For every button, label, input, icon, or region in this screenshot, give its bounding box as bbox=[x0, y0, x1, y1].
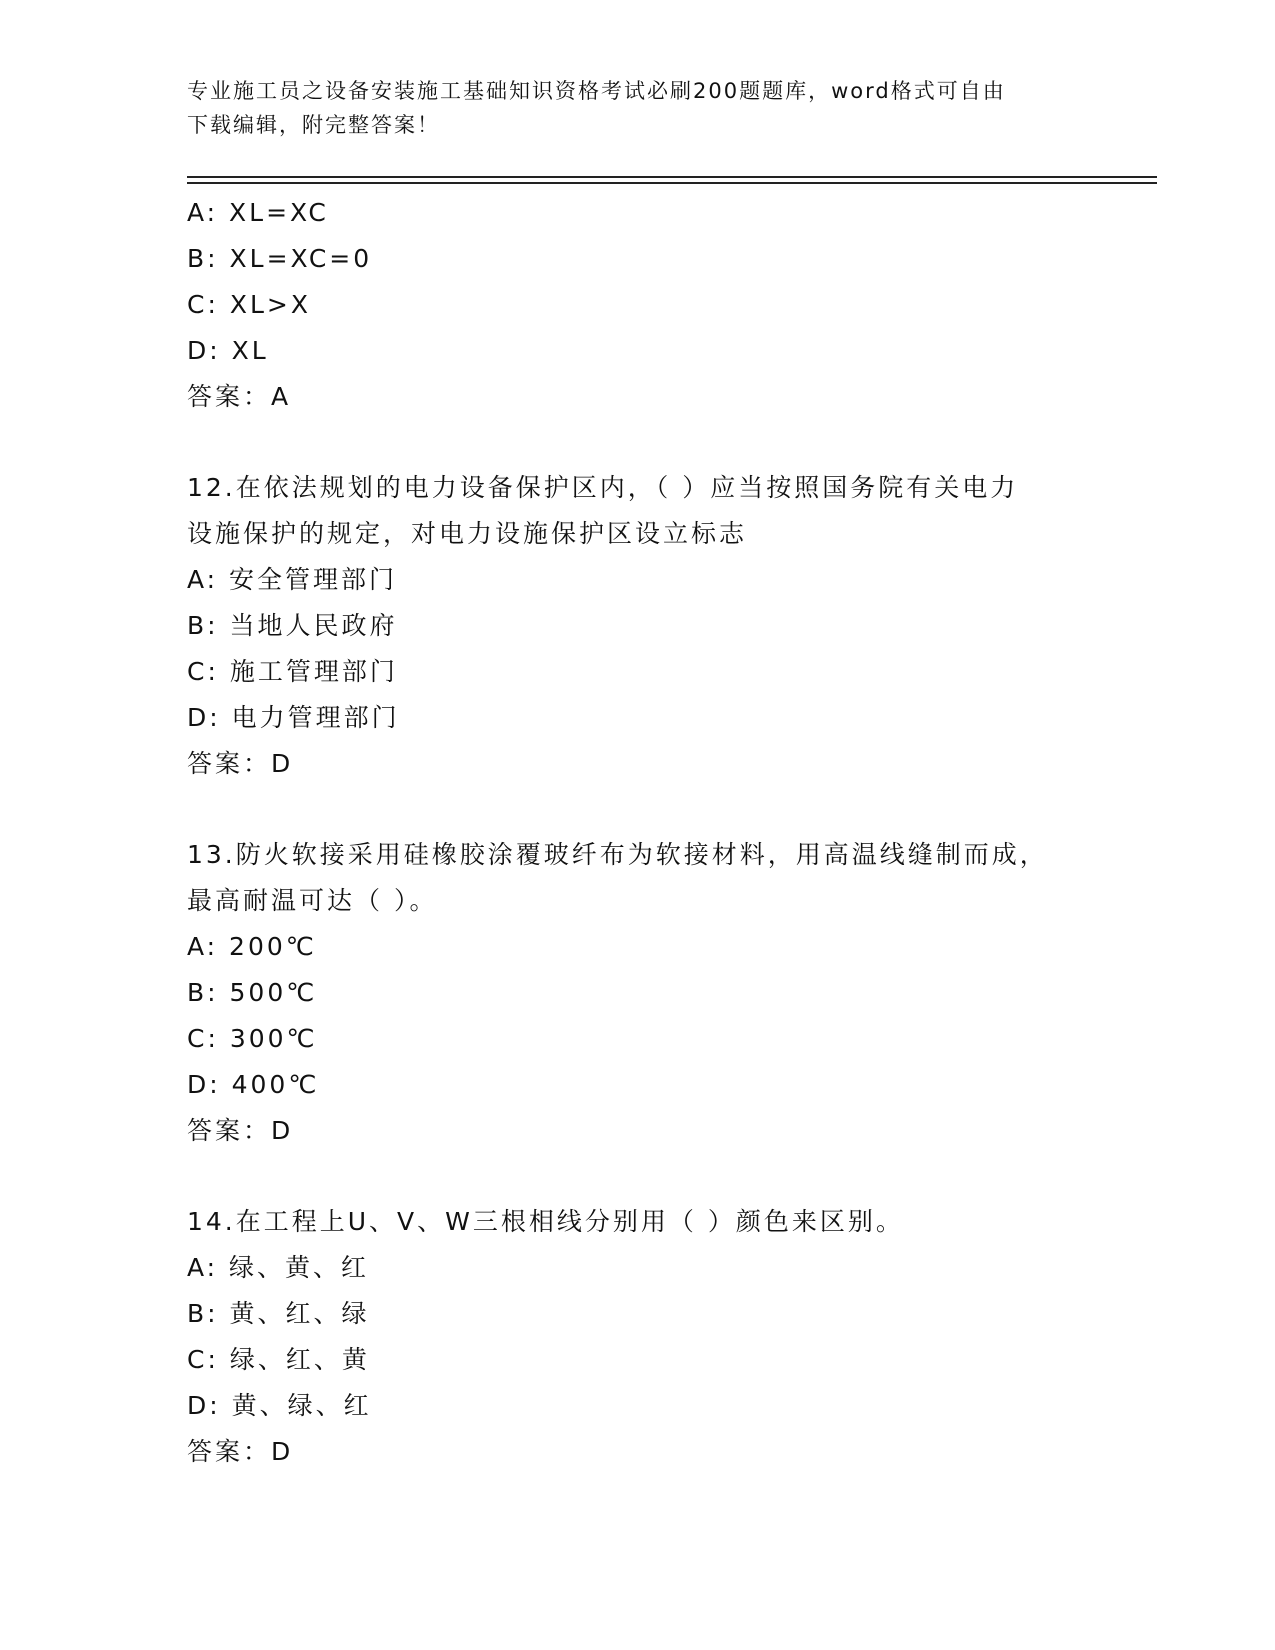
answer-line: 答案：D bbox=[187, 1116, 294, 1145]
option-d: D: 电力管理部门 bbox=[187, 703, 400, 732]
option-b: B: 黄、红、绿 bbox=[187, 1299, 370, 1328]
header-line-2: 下载编辑，附完整答案！ bbox=[187, 113, 440, 137]
answer-line: 答案：D bbox=[187, 1437, 294, 1466]
header-line-1: 专业施工员之设备安装施工基础知识资格考试必刷200题题库，word格式可自由 bbox=[187, 79, 1006, 103]
option-a: A: XL=XC bbox=[187, 198, 329, 227]
question-14 bbox=[187, 1199, 1087, 1475]
question-text-line-2: 设施保护的规定，对电力设施保护区设立标志 bbox=[187, 519, 748, 548]
option-a: A: 200℃ bbox=[187, 932, 317, 961]
option-d: D: 400℃ bbox=[187, 1070, 320, 1099]
option-b: B: XL=XC=0 bbox=[187, 244, 373, 273]
header-divider-bottom bbox=[187, 182, 1157, 184]
question-11-continued bbox=[187, 190, 1087, 420]
option-d: D: XL bbox=[187, 336, 269, 365]
question-text-line-1: 12.在依法规划的电力设备保护区内，（ ）应当按照国务院有关电力 bbox=[187, 473, 1019, 502]
question-text-line-1: 13.防火软接采用硅橡胶涂覆玻纤布为软接材料，用高温线缝制而成， bbox=[187, 840, 1048, 869]
document-header bbox=[187, 74, 1087, 142]
answer-line: 答案：D bbox=[187, 749, 294, 778]
option-a: A: 绿、黄、红 bbox=[187, 1253, 370, 1282]
option-c: C: 300℃ bbox=[187, 1024, 318, 1053]
answer-line: 答案：A bbox=[187, 382, 292, 411]
header-divider-top bbox=[187, 176, 1157, 178]
option-b: B: 当地人民政府 bbox=[187, 611, 398, 640]
option-a: A: 安全管理部门 bbox=[187, 565, 398, 594]
option-c: C: 施工管理部门 bbox=[187, 657, 398, 686]
question-13 bbox=[187, 832, 1087, 1154]
option-c: C: 绿、红、黄 bbox=[187, 1345, 370, 1374]
option-b: B: 500℃ bbox=[187, 978, 318, 1007]
question-text-line-2: 最高耐温可达（ ）。 bbox=[187, 886, 438, 915]
question-list bbox=[187, 190, 1087, 1475]
question-text-line-1: 14.在工程上U、V、W三根相线分别用（ ）颜色来区别。 bbox=[187, 1207, 904, 1236]
option-c: C: XL>X bbox=[187, 290, 311, 319]
question-12 bbox=[187, 465, 1087, 787]
option-d: D: 黄、绿、红 bbox=[187, 1391, 372, 1420]
